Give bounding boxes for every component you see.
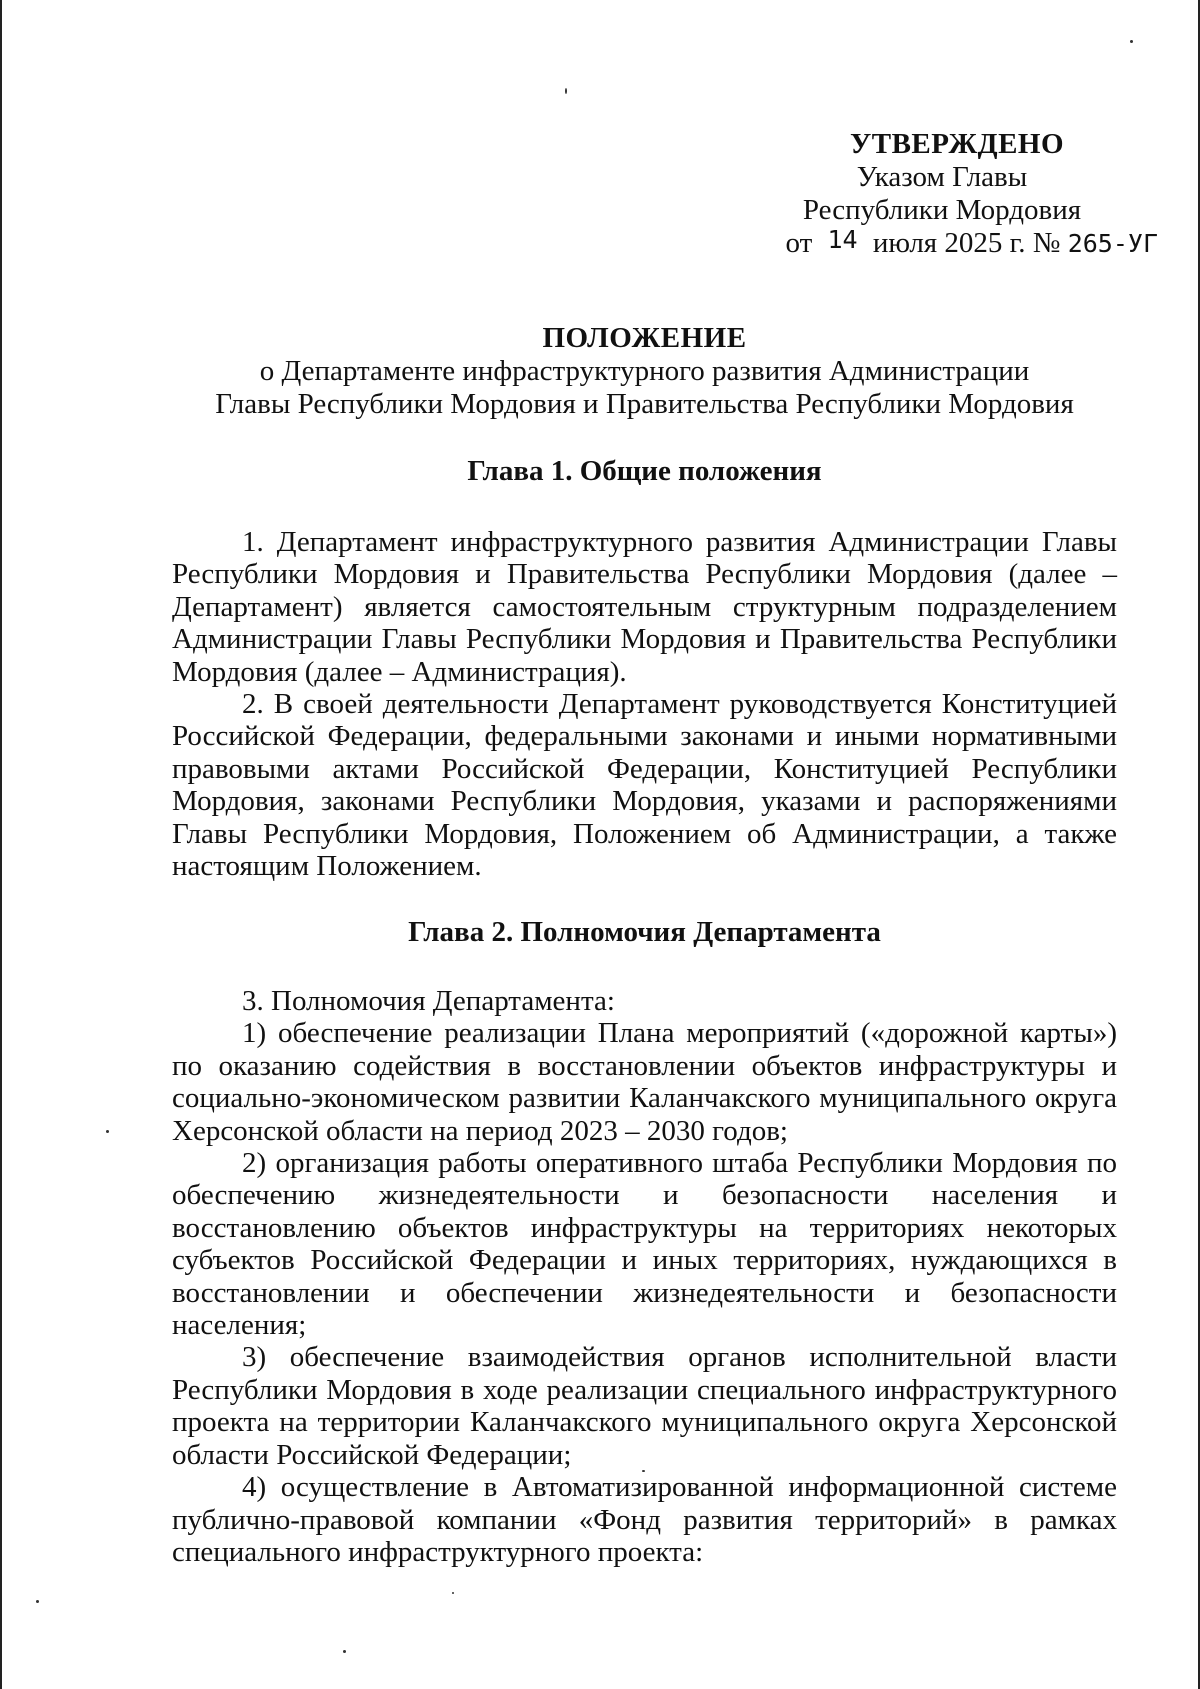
- subparagraph-1: 1) обеспечение реализации Плана мероприятий («дорожной карты») по оказанию содействия в восстановлении объектов инфраструктуры и социально-экономическом развитии Каланчакского муниципального округа Херсонской области на период 2023 – 2030 годов;: [172, 1017, 1117, 1147]
- scan-speck: [36, 1600, 39, 1603]
- document-title-block: [172, 322, 1117, 421]
- document-subtitle-line-1: о Департаменте инфраструктурного развития Администрации: [259, 355, 1030, 387]
- date-rest: июля 2025 г. №: [872, 227, 1061, 259]
- approval-heading: УТВЕРЖДЕНО: [849, 128, 1065, 160]
- document-subtitle-line-2: Главы Республики Мордовия и Правительства Республики Мордовия: [215, 388, 1074, 420]
- chapter-1-body: [172, 526, 1117, 882]
- approval-line-1: Указом Главы: [856, 161, 1028, 193]
- paragraph-1: 1. Департамент инфраструктурного развития Администрации Главы Республики Мордовия и Правительства Республики Мордовия (далее – Департамент) является самостоятельным структурным подразделением Администрации Главы Республики Мордовия и Правительства Республики Мордовия (далее – Администрация).: [172, 526, 1117, 688]
- decree-number: 265-УГ: [1067, 229, 1158, 258]
- chapter-1-heading: Глава 1. Общие положения: [467, 455, 822, 487]
- scan-speck: [565, 88, 567, 94]
- chapter-2-body: [172, 985, 1117, 1568]
- subparagraph-4: 4) осуществление в Автоматизированной информационной системе публично-правовой компании «Фонд развития территорий» в рамках специального инфраструктурного проекта:: [172, 1471, 1117, 1568]
- date-day: 14: [827, 225, 858, 254]
- approval-line-2: Республики Мордовия: [802, 194, 1082, 226]
- subparagraph-2: 2) организация работы оперативного штаба Республики Мордовия по обеспечению жизнедеятельности и безопасности населения и восстановлению объектов инфраструктуры на территориях некоторых субъектов Российской Федерации и иных территориях, нуждающихся в восстановлении и обеспечении жизнедеятельности и безопасности населения;: [172, 1147, 1117, 1342]
- scan-speck: [106, 1130, 109, 1133]
- scan-speck: [343, 1650, 346, 1653]
- scan-speck: [452, 1592, 454, 1594]
- subparagraph-3: 3) обеспечение взаимодействия органов исполнительной власти Республики Мордовия в ходе реализации специального инфраструктурного проекта на территории Каланчакского муниципального округа Херсонской области Российской Федерации;: [172, 1341, 1117, 1471]
- chapter-2-heading: Глава 2. Полномочия Департамента: [408, 916, 881, 948]
- paragraph-3: 3. Полномочия Департамента:: [242, 985, 615, 1017]
- approval-date-line: [742, 227, 1158, 260]
- document-title: ПОЛОЖЕНИЕ: [542, 322, 747, 354]
- paragraph-2: 2. В своей деятельности Департамент руководствуется Конституцией Российской Федерации, федеральными законами и иными нормативными правовыми актами Российской Федерации, Конституцией Республики Мордовия, законами Республики Мордовия, указами и распоряжениями Главы Республики Мордовия, Положением об Администрации, а также настоящим Положением.: [172, 688, 1117, 883]
- date-prefix: от: [785, 227, 813, 259]
- scan-speck: [1130, 40, 1133, 43]
- approval-block: [742, 128, 1158, 260]
